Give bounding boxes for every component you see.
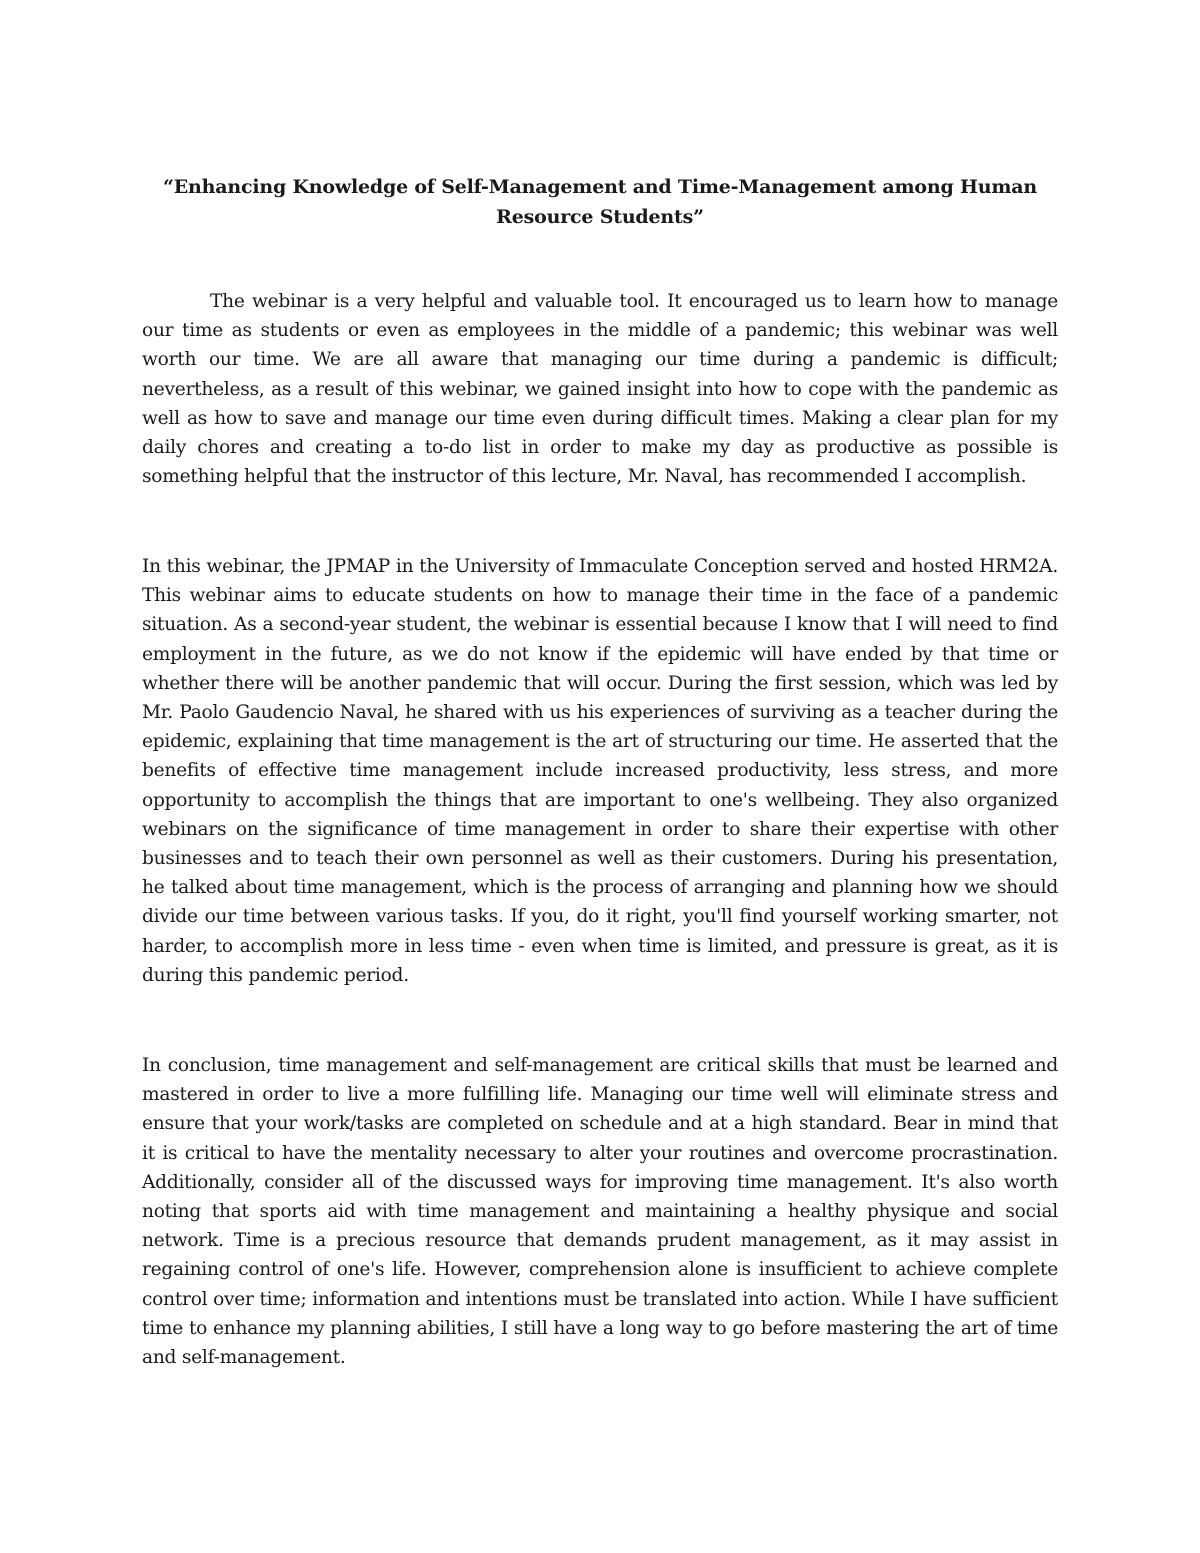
paragraph-conclusion: In conclusion, time management and self-management are critical skills that must be learned and mastered in order to live a more fulfilling life. Managing our time well will eliminate stress and ensure that your work/tasks are completed on schedule and at a high standard. Bear in mind that it is critical to have the mentality necessary to alter your routines and overcome procrastination. Additionally, consider all of the discussed ways for improving time management. It's also worth noting that sports aid with time management and maintaining a healthy physique and social network. Time is a precious resource that demands prudent management, as it may assist in regaining control of one's life. However, comprehension alone is insufficient to achieve complete control over time; information and intentions must be translated into action. While I have sufficient time to enhance my planning abilities, I still have a long way to go before mastering the art of time and self-management. [142, 1055, 1058, 1369]
paragraph-body: In this webinar, the JPMAP in the University of Immaculate Conception served and hosted HRM2A. This webinar aims to educate students on how to manage their time in the face of a pandemic situation. As a second-year student, the webinar is essential because I know that I will need to find employment in the future, as we do not know if the epidemic will have ended by that time or whether there will be another pandemic that will occur. During the first session, which was led by Mr. Paolo Gaudencio Naval, he shared with us his experiences of surviving as a teacher during the epidemic, explaining that time management is the art of structuring our time. He asserted that the benefits of effective time management include increased productivity, less stress, and more opportunity to accomplish the things that are important to one's wellbeing. They also organized webinars on the significance of time management in order to share their expertise with other businesses and to teach their own personnel as well as their customers. During his presentation, he talked about time management, which is the process of arranging and planning how we should divide our time between various tasks. If you, do it right, you'll find yourself working smarter, not harder, to accomplish more in less time - even when time is limited, and pressure is great, as it is during this pandemic period. [142, 556, 1058, 986]
paragraph-intro: The webinar is a very helpful and valuable tool. It encouraged us to learn how to manage our time as students or even as employees in the middle of a pandemic; this webinar was well worth our time. We are all aware that managing our time during a pandemic is difficult; nevertheless, as a result of this webinar, we gained insight into how to cope with the pandemic as well as how to save and manage our time even during difficult times. Making a clear plan for my daily chores and creating a to-do list in order to make my day as productive as possible is something helpful that the instructor of this lecture, Mr. Naval, has recommended I accomplish. [142, 291, 1058, 488]
document-title: “Enhancing Knowledge of Self-Management and Time-Management among Human Resource Students” [162, 176, 1037, 228]
